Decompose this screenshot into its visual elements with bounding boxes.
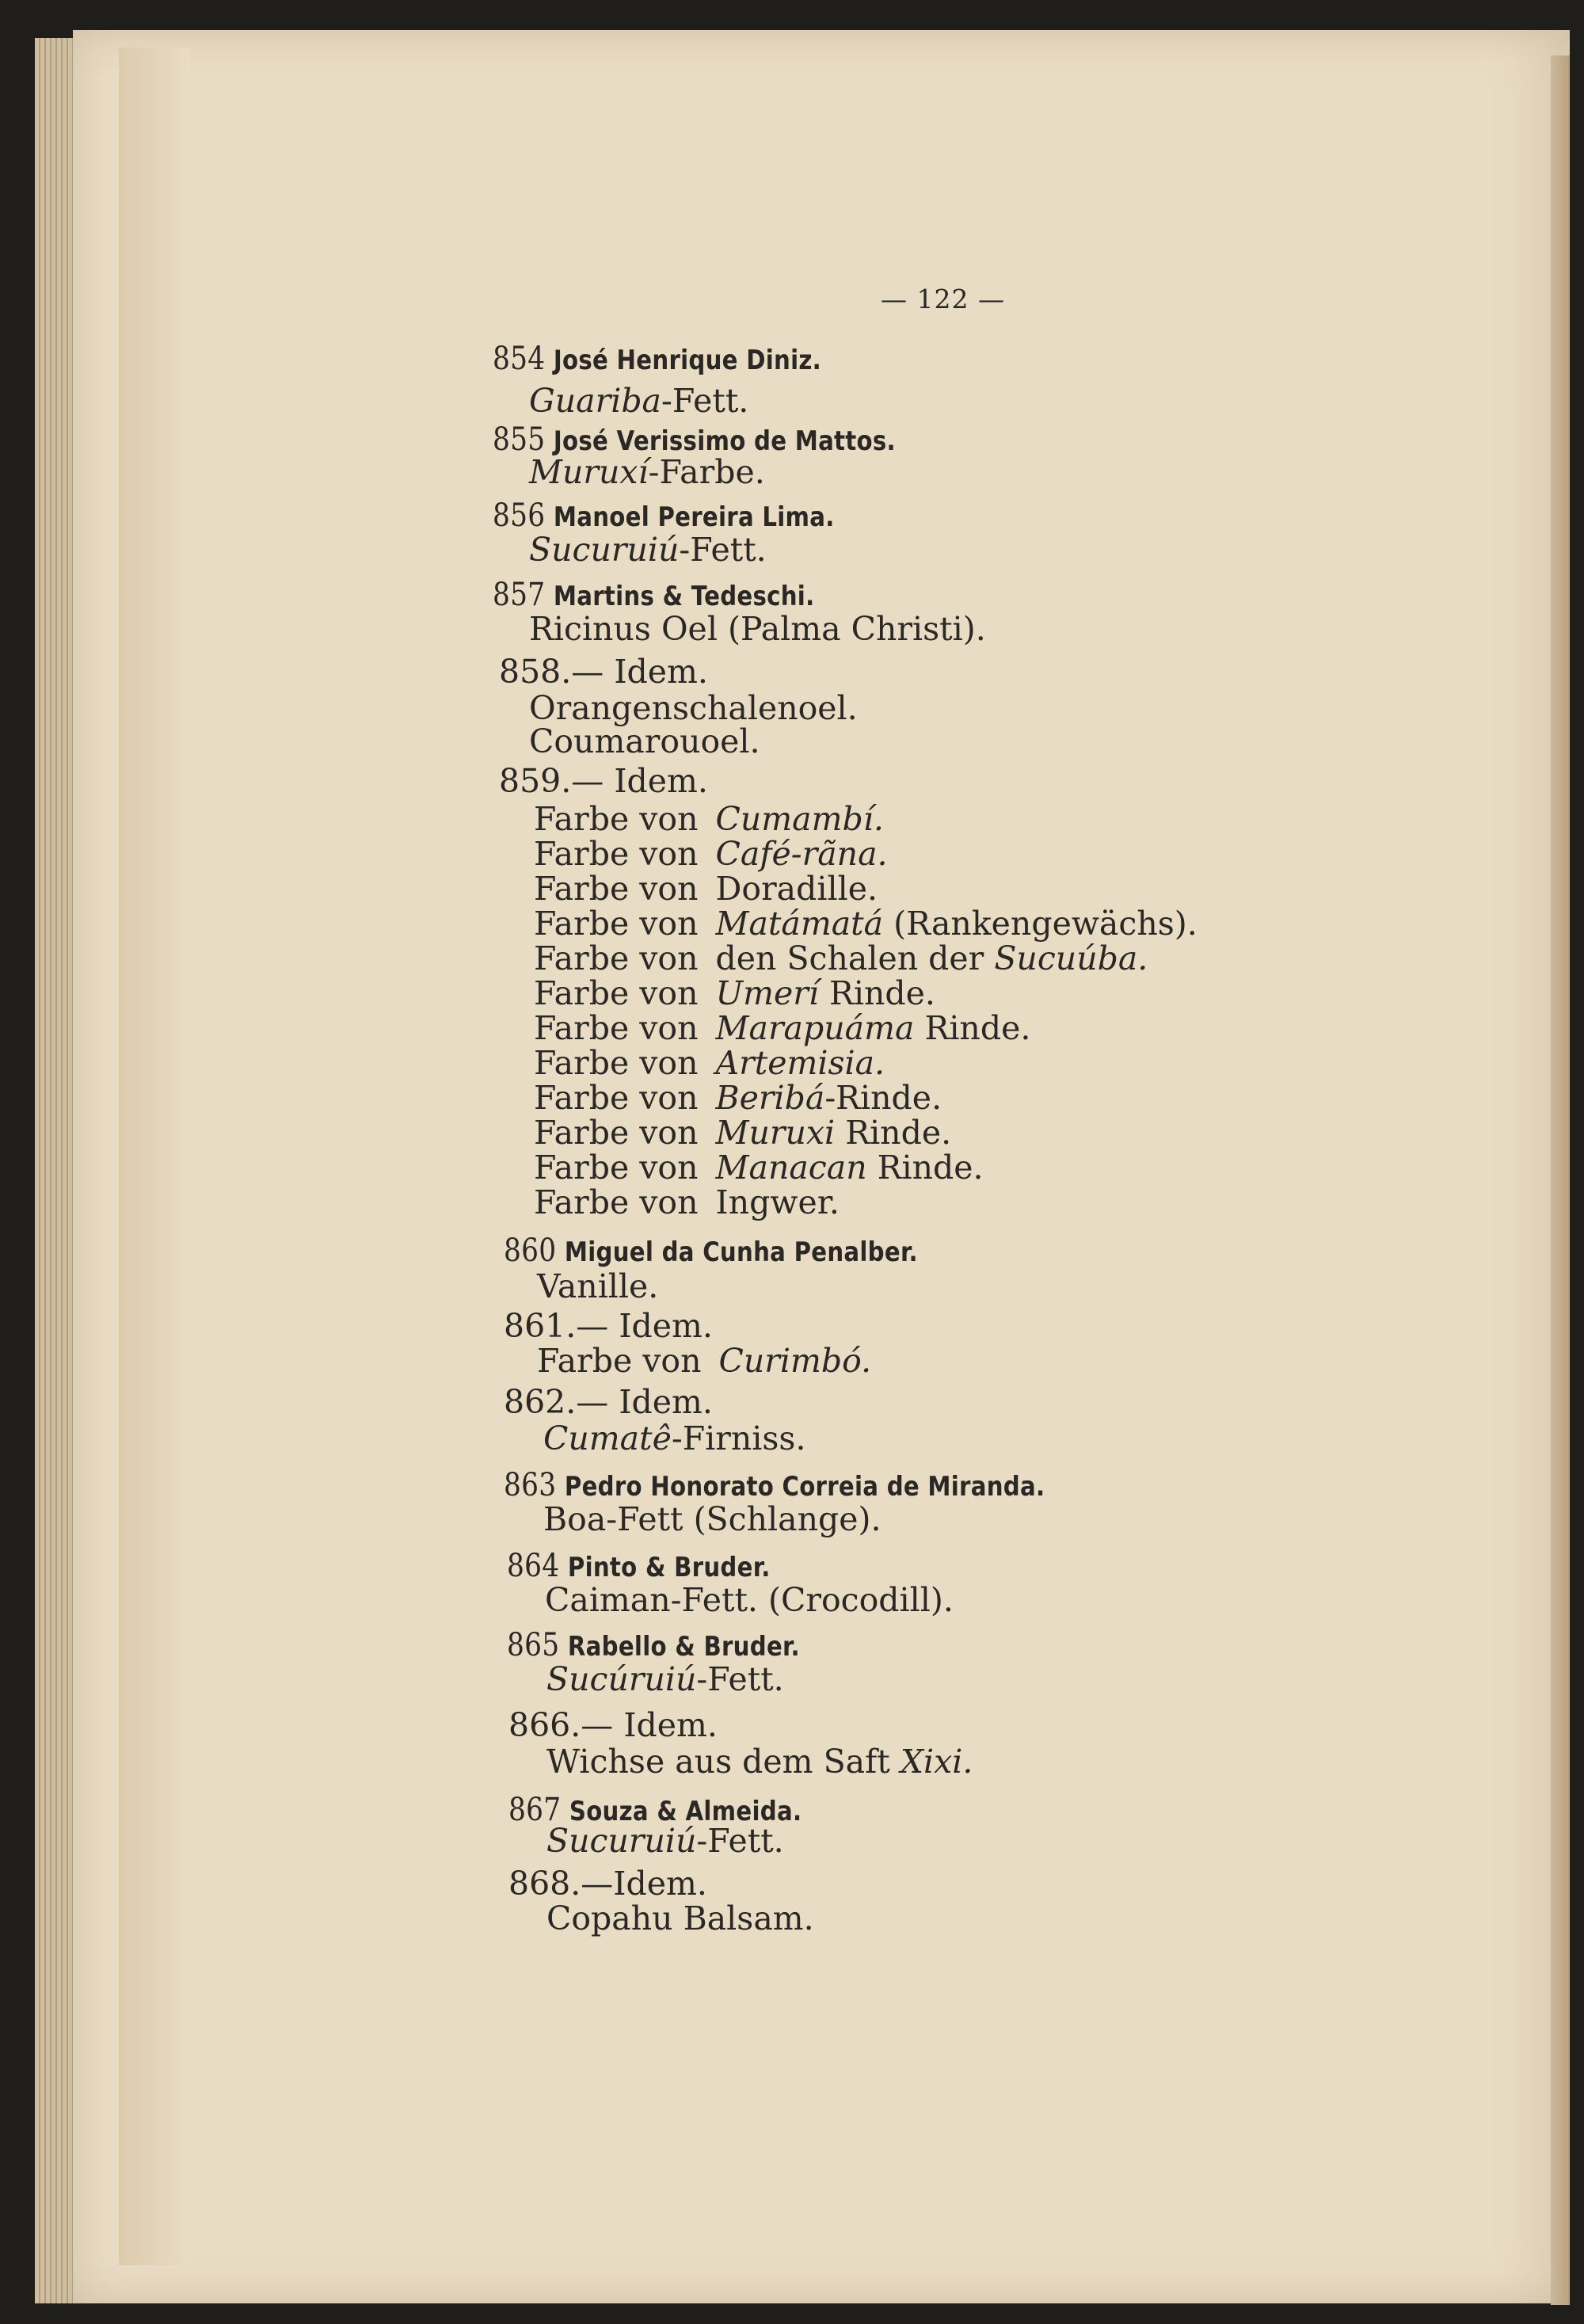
entry-heading [508,1865,707,1903]
item-text: Farbe von [534,1149,699,1187]
item-italic: Manacan [715,1149,867,1187]
exhibitor-name: José Verissimo de Mattos. [553,425,896,457]
item-italic: Sucuruiú [546,1822,697,1860]
item-italic: Umerí [715,974,819,1012]
item-italic: Sucuruiú [529,531,680,569]
entry-item [534,835,888,873]
exhibitor-name: Idem. [619,1307,713,1345]
entry-heading [499,653,708,691]
item-text: Farbe von [534,1079,699,1117]
entry-item [534,939,1148,977]
item-text: Farbe von [534,1114,699,1152]
entry-item [534,1044,885,1082]
entry-number: 857 [493,577,546,613]
item-italic: Muruxí [529,453,649,491]
entry-item: Copahu Balsam. [546,1899,814,1937]
item-text: -Fett. [661,382,749,420]
item-text: -Fett. [696,1660,784,1698]
item-italic: Café-rãna. [715,835,888,873]
exhibitor-name: Pedro Honorato Correia de Miranda. [564,1471,1045,1503]
item-text: Ingwer. [715,1183,840,1221]
item-text: -Farbe. [648,453,765,491]
page-number: — 122 — [881,284,1005,314]
item-text: Farbe von [534,870,699,908]
entry-item [534,974,935,1012]
entry-number: 861.— [504,1307,609,1345]
item-text: Rinde. [924,1009,1031,1047]
entry-item: Orangenschalenoel. [529,689,858,727]
entry-item [534,1149,984,1187]
exhibitor-name: Idem. [623,1706,718,1744]
entry-item [534,870,878,908]
entry-number: 867 [508,1792,562,1828]
entry-heading [504,1383,713,1421]
entry-number: 858.— [499,653,604,691]
item-text: Farbe von [534,1044,699,1082]
item-text: Rinde. [845,1114,952,1152]
entry-number: 868.— [508,1865,614,1903]
entry-item [534,1114,951,1152]
item-text: Farbe von [534,1009,699,1047]
entry-item [543,1419,806,1457]
entry-number: 865 [507,1627,560,1663]
entry-heading [507,1548,771,1586]
item-text: Rinde. [877,1149,984,1187]
item-italic: Sucuúba. [994,939,1148,977]
entry-heading [493,341,821,379]
item-text: den Schalen der [715,939,984,977]
item-italic: Artemisia. [715,1044,885,1082]
item-italic: Cumatê [543,1419,672,1457]
entry-item: Vanille. [537,1267,659,1305]
entry-item: Ricinus Oel (Palma Christi). [529,610,986,648]
entry-item [534,1079,942,1117]
item-text: -Fett. [679,531,767,569]
entry-item [529,382,748,420]
entry-item [546,1660,784,1698]
item-text: Farbe von [534,800,699,838]
entry-number: 854 [493,341,546,377]
entry-heading [504,1307,713,1345]
entry-number: 855 [493,421,546,458]
item-text: -Rinde. [824,1079,942,1117]
entry-number: 859.— [499,762,604,800]
item-italic: Sucúruiú [546,1660,697,1698]
item-text: Farbe von [534,905,699,943]
exhibitor-name: Souza & Almeida. [569,1796,802,1827]
entry-item [537,1342,871,1380]
item-italic: Marapuáma [715,1009,915,1047]
exhibitor-name: Pinto & Bruder. [567,1552,771,1583]
item-text: Rinde. [828,974,935,1012]
entry-heading [507,1627,800,1665]
entry-item: Coumarouoel. [529,722,760,760]
entry-number: 866.— [508,1706,614,1744]
entry-heading [504,1232,918,1271]
entry-number: 856 [493,497,546,534]
item-text: -Fett. [696,1822,784,1860]
item-text: Doradille. [715,870,878,908]
item-text: Farbe von [534,835,699,873]
entry-item [546,1743,973,1781]
entry-item [534,800,884,838]
exhibitor-name: Miguel da Cunha Penalber. [564,1236,918,1268]
entry-item [546,1822,784,1860]
entry-heading [493,497,835,535]
exhibitor-name: Rabello & Bruder. [567,1631,800,1663]
exhibitor-name: Idem. [614,762,708,800]
entry-heading [504,1467,1045,1505]
exhibitor-name: Martins & Tedeschi. [553,581,815,612]
exhibitor-name: Idem. [614,653,708,691]
exhibitor-name: Idem. [613,1865,707,1903]
item-text: Farbe von [537,1342,702,1380]
entry-item: Caiman-Fett. (Crocodill). [545,1581,954,1619]
item-italic: Cumambí. [715,800,884,838]
item-text: (Rankengewächs). [893,905,1198,943]
exhibitor-name: José Henrique Diniz. [553,345,822,376]
item-italic: Guariba [529,382,662,420]
item-italic: Matámatá [715,905,884,943]
item-text: Farbe von [534,1183,699,1221]
entry-heading [508,1706,718,1744]
item-italic: Xixi. [900,1743,973,1781]
entry-heading [499,762,708,800]
exhibitor-name: Manoel Pereira Lima. [553,501,835,533]
entry-item [534,1183,840,1221]
entry-number: 860 [504,1232,557,1269]
item-text: Wichse aus dem Saft [546,1743,890,1781]
entry-item [534,1009,1030,1047]
entry-heading [493,577,814,615]
entry-item [534,905,1198,943]
item-text: Farbe von [534,974,699,1012]
item-italic: Curimbó. [718,1342,872,1380]
exhibitor-name: Idem. [619,1383,713,1421]
entry-item: Boa-Fett (Schlange). [543,1500,881,1538]
entry-item [529,453,765,491]
entry-number: 863 [504,1467,557,1503]
item-italic: Beribá [715,1079,825,1117]
entry-number: 862.— [504,1383,609,1421]
item-text: Farbe von [534,939,699,977]
entry-number: 864 [507,1548,560,1584]
item-italic: Muruxi [715,1114,836,1152]
entry-item [529,531,767,569]
item-text: -Firniss. [671,1419,806,1457]
